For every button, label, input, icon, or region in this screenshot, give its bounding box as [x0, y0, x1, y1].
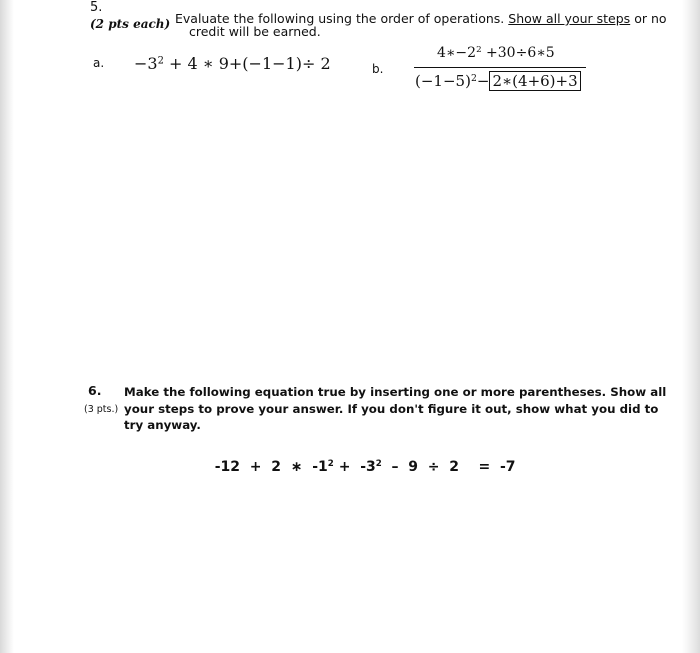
question-6-equation: [205, 443, 516, 475]
numerator-rest: +30÷6∗5: [481, 45, 555, 61]
equation-part-2: + -3: [333, 459, 376, 475]
part-a-label: a.: [93, 56, 105, 70]
page-edge-shadow-left: [0, 0, 14, 653]
equation-exponent-2: 2: [375, 459, 382, 470]
question-6-instructions-line3: try anyway.: [124, 418, 201, 432]
part-a-expr-base: −3: [134, 54, 158, 73]
question-5-instructions-line2: credit will be earned.: [189, 24, 321, 39]
denominator-paren-group: (−1−5): [415, 72, 471, 90]
question-6-points: (3 pts.): [84, 404, 119, 415]
equation-part-3: – 9 ÷ 2 = -7: [381, 459, 516, 475]
denominator-bracket-group: [489, 71, 580, 91]
part-b-label: b.: [372, 62, 384, 76]
equation-exponent-1: 2: [327, 459, 334, 470]
denominator-exponent: 2: [470, 72, 477, 84]
part-a-exponent: 2: [157, 55, 164, 67]
instructions-main: Evaluate the following using the order of operations.: [175, 11, 505, 26]
part-b-numerator: [437, 45, 555, 61]
denominator-bracket-content: 2∗(4+6)+3: [492, 72, 578, 90]
numerator-base: 4∗−2: [437, 45, 477, 61]
part-b-fraction-bar: [414, 67, 586, 68]
question-5-points-note: (2 pts each): [90, 17, 171, 31]
part-a-expression: [134, 54, 331, 73]
question-6-number: 6.: [88, 383, 102, 398]
instructions-show-steps: Show all your steps: [508, 11, 631, 26]
part-b-denominator: [415, 72, 581, 90]
denominator-minus: −: [476, 72, 490, 90]
numerator-exponent: 2: [476, 45, 482, 56]
page-edge-shadow-right: [682, 0, 700, 653]
instructions-tail: or no: [634, 11, 667, 26]
part-a-expr-rest: + 4 ∗ 9+(−1−1)÷ 2: [163, 54, 331, 73]
equation-part-1: -12 + 2 ∗ -1: [214, 459, 328, 475]
question-6-instructions-line1: Make the following equation true by inserting one or more parentheses. Show all: [124, 385, 667, 399]
question-5-number: 5.: [90, 0, 103, 15]
question-6-instructions-line2: your steps to prove your answer. If you don't figure it out, show what you did to: [124, 402, 659, 416]
